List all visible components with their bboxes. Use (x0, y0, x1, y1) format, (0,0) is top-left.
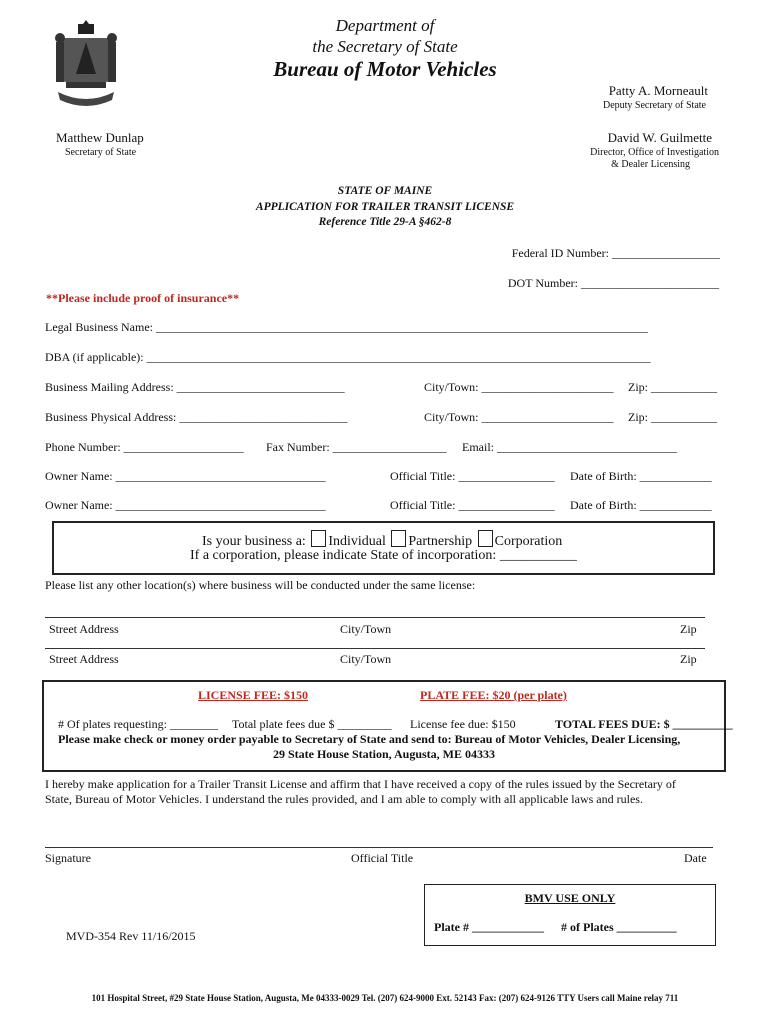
incorporation-state-field[interactable]: If a corporation, please indicate State of incorporation: ___________ (190, 548, 577, 563)
form-number: MVD-354 Rev 11/16/2015 (66, 929, 196, 943)
official-title-label: Official Title (351, 851, 414, 865)
location1-zip-label: Zip (680, 622, 697, 636)
dot-number-field[interactable]: DOT Number: _______________________ (507, 276, 719, 290)
director-name: David W. Guilmette (607, 130, 712, 145)
signature-label: Signature (45, 851, 91, 865)
plate-number-field[interactable]: Plate # ____________ (434, 920, 544, 934)
partnership-checkbox[interactable] (391, 530, 406, 547)
secretary-title: Secretary of State (65, 147, 137, 158)
license-fee-due: License fee due: $150 (410, 717, 516, 731)
location1-line[interactable] (45, 617, 705, 618)
director-title-2: & Dealer Licensing (611, 159, 690, 170)
dept-line1: Department of (335, 16, 435, 35)
physical-city-field[interactable]: City/Town: ______________________ (424, 410, 614, 424)
insurance-note: **Please include proof of insurance** (46, 291, 240, 305)
footer-address: 101 Hospital Street, #29 State House Station, Augusta, Me 04333-0029 Tel. (207) 624-9000 Ext. 52143 Fax: (207) 624-9126 TTY Users call Maine relay 711 (91, 993, 679, 1003)
phone-field[interactable]: Phone Number: ____________________ (45, 440, 244, 454)
num-plates-field[interactable]: # of Plates __________ (561, 920, 677, 934)
owner1-title-field[interactable]: Official Title: ________________ (390, 469, 555, 483)
email-field[interactable]: Email: ______________________________ (462, 440, 677, 454)
signature-line[interactable] (45, 847, 713, 848)
owner2-name-field[interactable]: Owner Name: ___________________________________ (45, 498, 326, 512)
business-type-prompt: Is your business a: (202, 534, 306, 549)
bmv-use-box (424, 884, 716, 946)
mailing-address-field[interactable]: Business Mailing Address: ____________________________ (45, 380, 345, 394)
secretary-name: Matthew Dunlap (56, 130, 144, 145)
payable-line-1: Please make check or money order payable to Secretary of State and send to: Bureau of Motor Vehicles, Dealer Licensing, (58, 732, 681, 746)
deputy-name: Patty A. Morneault (608, 83, 708, 98)
affirmation-line-2: State, Bureau of Motor Vehicles. I understand the rules provided, and I am able to comply with all applicable laws and rules. (45, 792, 643, 806)
license-fee: LICENSE FEE: $150 (198, 688, 309, 702)
owner2-dob-field[interactable]: Date of Birth: ____________ (570, 498, 712, 512)
fax-field[interactable]: Fax Number: ___________________ (266, 440, 447, 454)
locations-prompt: Please list any other location(s) where business will be conducted under the same license: (45, 578, 476, 592)
location2-zip-label: Zip (680, 652, 697, 666)
physical-address-field[interactable]: Business Physical Address: ____________________________ (45, 410, 348, 424)
individual-label: Individual (328, 534, 386, 549)
business-type-row (202, 530, 562, 550)
total-plate-fees-field[interactable]: Total plate fees due $ _________ (232, 717, 392, 731)
location1-street-label: Street Address (49, 622, 119, 636)
total-fees-due-field[interactable]: TOTAL FEES DUE: $ __________ (555, 717, 733, 731)
fees-box (42, 680, 733, 772)
date-label: Date (684, 851, 707, 865)
payable-line-2: 29 State House Station, Augusta, ME 04333 (272, 747, 496, 761)
partnership-label: Partnership (408, 534, 473, 549)
owner1-dob-field[interactable]: Date of Birth: ____________ (570, 469, 712, 483)
director-title-1: Director, Office of Investigation (590, 147, 719, 158)
bmv-use-heading: BMV USE ONLY (524, 891, 616, 905)
deputy-title: Deputy Secretary of State (602, 100, 706, 111)
affirmation-line-1: I hereby make application for a Trailer Transit License and affirm that I have received a copy of the rules issued by the Secretary of (45, 777, 676, 791)
owner2-title-field[interactable]: Official Title: ________________ (390, 498, 555, 512)
individual-checkbox[interactable] (311, 530, 326, 547)
corporation-label: Corporation (494, 534, 563, 549)
location2-line[interactable] (45, 648, 705, 649)
corporation-checkbox[interactable] (478, 530, 493, 547)
business-type-box (52, 521, 715, 575)
bureau-title: Bureau of Motor Vehicles (273, 57, 497, 81)
owner1-name-field[interactable]: Owner Name: ___________________________________ (45, 469, 326, 483)
dept-line2: the Secretary of State (312, 37, 458, 56)
mailing-zip-field[interactable]: Zip: ___________ (628, 380, 717, 394)
plates-requesting-field[interactable]: # Of plates requesting: ________ (58, 717, 218, 731)
location1-city-label: City/Town (340, 622, 392, 636)
dba-field[interactable]: DBA (if applicable): ____________________________________________________________________________________ (45, 350, 651, 364)
form-title-3: Reference Title 29-A §462-8 (318, 216, 452, 228)
form-title-2: APPLICATION FOR TRAILER TRANSIT LICENSE (255, 201, 515, 213)
plate-fee: PLATE FEE: $20 (per plate) (420, 688, 567, 702)
location2-city-label: City/Town (340, 652, 392, 666)
federal-id-field[interactable]: Federal ID Number: __________________ (511, 246, 720, 260)
legal-name-field[interactable]: Legal Business Name: __________________________________________________________________________________ (45, 320, 648, 334)
form-title-1: STATE OF MAINE (337, 185, 433, 197)
physical-zip-field[interactable]: Zip: ___________ (628, 410, 717, 424)
location2-street-label: Street Address (49, 652, 119, 666)
mailing-city-field[interactable]: City/Town: ______________________ (424, 380, 614, 394)
